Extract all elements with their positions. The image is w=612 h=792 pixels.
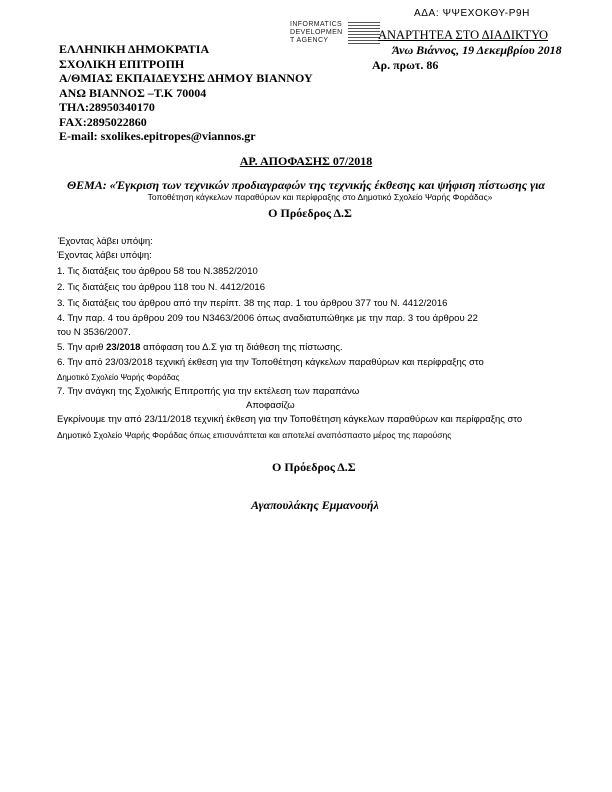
decision-text: Εγκρίνουμε την από 23/11/2018 τεχνική έκθεση για την Τοποθέτηση κάγκελων παραθύρων και περίφραξης στο xyxy=(57,414,523,425)
issuer-line: ΕΛΛΗΝΙΚΗ ΔΗΜΟΚΡΑΤΙΑ xyxy=(59,42,210,56)
ada-code: ΑΔΑ: ΨΨΕΧΟΚΘΥ-Ρ9Η xyxy=(414,8,530,19)
issuer-line: ΣΧΟΛΙΚΗ ΕΠΙΤΡΟΠΗ xyxy=(59,56,185,71)
chair-heading: Ο Πρόεδρος Δ.Σ xyxy=(268,206,352,220)
decision-text: Δημοτικό Σχολείο Ψαρής Φοράδας όπως επισυνάπτεται και αποτελεί αναπόσπαστο μέρος της παρούσης xyxy=(57,430,452,440)
considering-label: Έχοντας λάβει υπόψη: xyxy=(58,236,153,247)
considering-item-continued: του Ν 3536/2007. xyxy=(57,327,131,338)
issuer-line: Α/ΘΜΙΑΣ ΕΚΠΑΙΔΕΥΣΗΣ ΔΗΜΟΥ ΒΙΑΝΝΟΥ xyxy=(59,71,313,85)
protocol-number: Αρ. πρωτ. 86 xyxy=(372,58,439,72)
issuer-email: E-mail: sxolikes.epitropes@viannos.gr xyxy=(59,129,256,143)
considering-label: Έχοντας λάβει υπόψη: xyxy=(57,250,152,261)
watermark-fine-print xyxy=(348,22,380,46)
subject-line: ΘΕΜΑ: «Έγκριση των τεχνικών προδιαγραφών της τεχνικής έκθεσης και ψήφιση πίστωσης για xyxy=(66,178,546,192)
issuer-line: ΤΗΛ:28950340170 xyxy=(59,100,155,114)
considering-item: 7. Την ανάγκη της Σχολικής Επιτροπής για την εκτέλεση των παραπάνω xyxy=(57,386,360,397)
issuer-block xyxy=(59,42,313,144)
considering-item: 3. Τις διατάξεις του άρθρου από την περίπτ. 38 της παρ. 1 του άρθρου 377 του Ν. 4412/2016 xyxy=(57,298,448,309)
decision-reference-number: 23/2018 xyxy=(106,342,141,353)
item-text: απόφαση του Δ.Σ για τη διάθεση της πίστωσης. xyxy=(140,342,343,353)
watermark-line: DEVELOPMEN xyxy=(290,29,343,36)
chair-signature-title: Ο Πρόεδρος Δ.Σ xyxy=(272,460,356,474)
subject-line: Τοποθέτηση κάγκελων παραθύρων και περίφραξης στο Δημοτικό Σχολείο Ψαρής Φοράδας» xyxy=(147,192,493,202)
watermark-line: INFORMATICS xyxy=(290,21,343,28)
considering-item: 6. Την από 23/03/2018 τεχνική έκθεση για την Τοποθέτηση κάγκελων παραθύρων και περίφραξης στο xyxy=(57,357,484,368)
considering-item: 2. Τις διατάξεις του άρθρου 118 του Ν. 4412/2016 xyxy=(57,282,265,293)
watermark-line: T AGENCY xyxy=(290,37,329,44)
decides-heading: Αποφασίζω xyxy=(246,400,295,411)
issuer-line: FAX:2895022860 xyxy=(59,114,147,129)
considering-item xyxy=(57,342,343,353)
considering-item-continued: Δημοτικό Σχολείο Ψαρής Φοράδας xyxy=(57,373,180,382)
issuer-line: ΑΝΩ ΒΙΑΝΝΟΣ –Τ.Κ 70004 xyxy=(59,85,207,100)
considering-item: 1. Τις διατάξεις του άρθρου 58 του Ν.3852/2010 xyxy=(57,266,258,277)
publish-online-title: ΑΝΑΡΤΗΤΕΑ ΣΤΟ ΔΙΑΔΙΚΤΥΟ xyxy=(378,28,549,42)
considering-item: 4. Την παρ. 4 του άρθρου 209 του Ν3463/2006 όπως αναδιατυπώθηκε με την παρ. 3 του άρθρου 22 xyxy=(57,313,478,324)
signatory-name: Αγαπουλάκης Εμμανουήλ xyxy=(251,498,379,512)
decision-number-title: ΑΡ. ΑΠΟΦΑΣΗΣ 07/2018 xyxy=(239,154,373,168)
document-date: Άνω Βιάννος, 19 Δεκεμβρίου 2018 xyxy=(392,43,562,57)
item-text: 5. Την αριθ xyxy=(57,342,107,353)
